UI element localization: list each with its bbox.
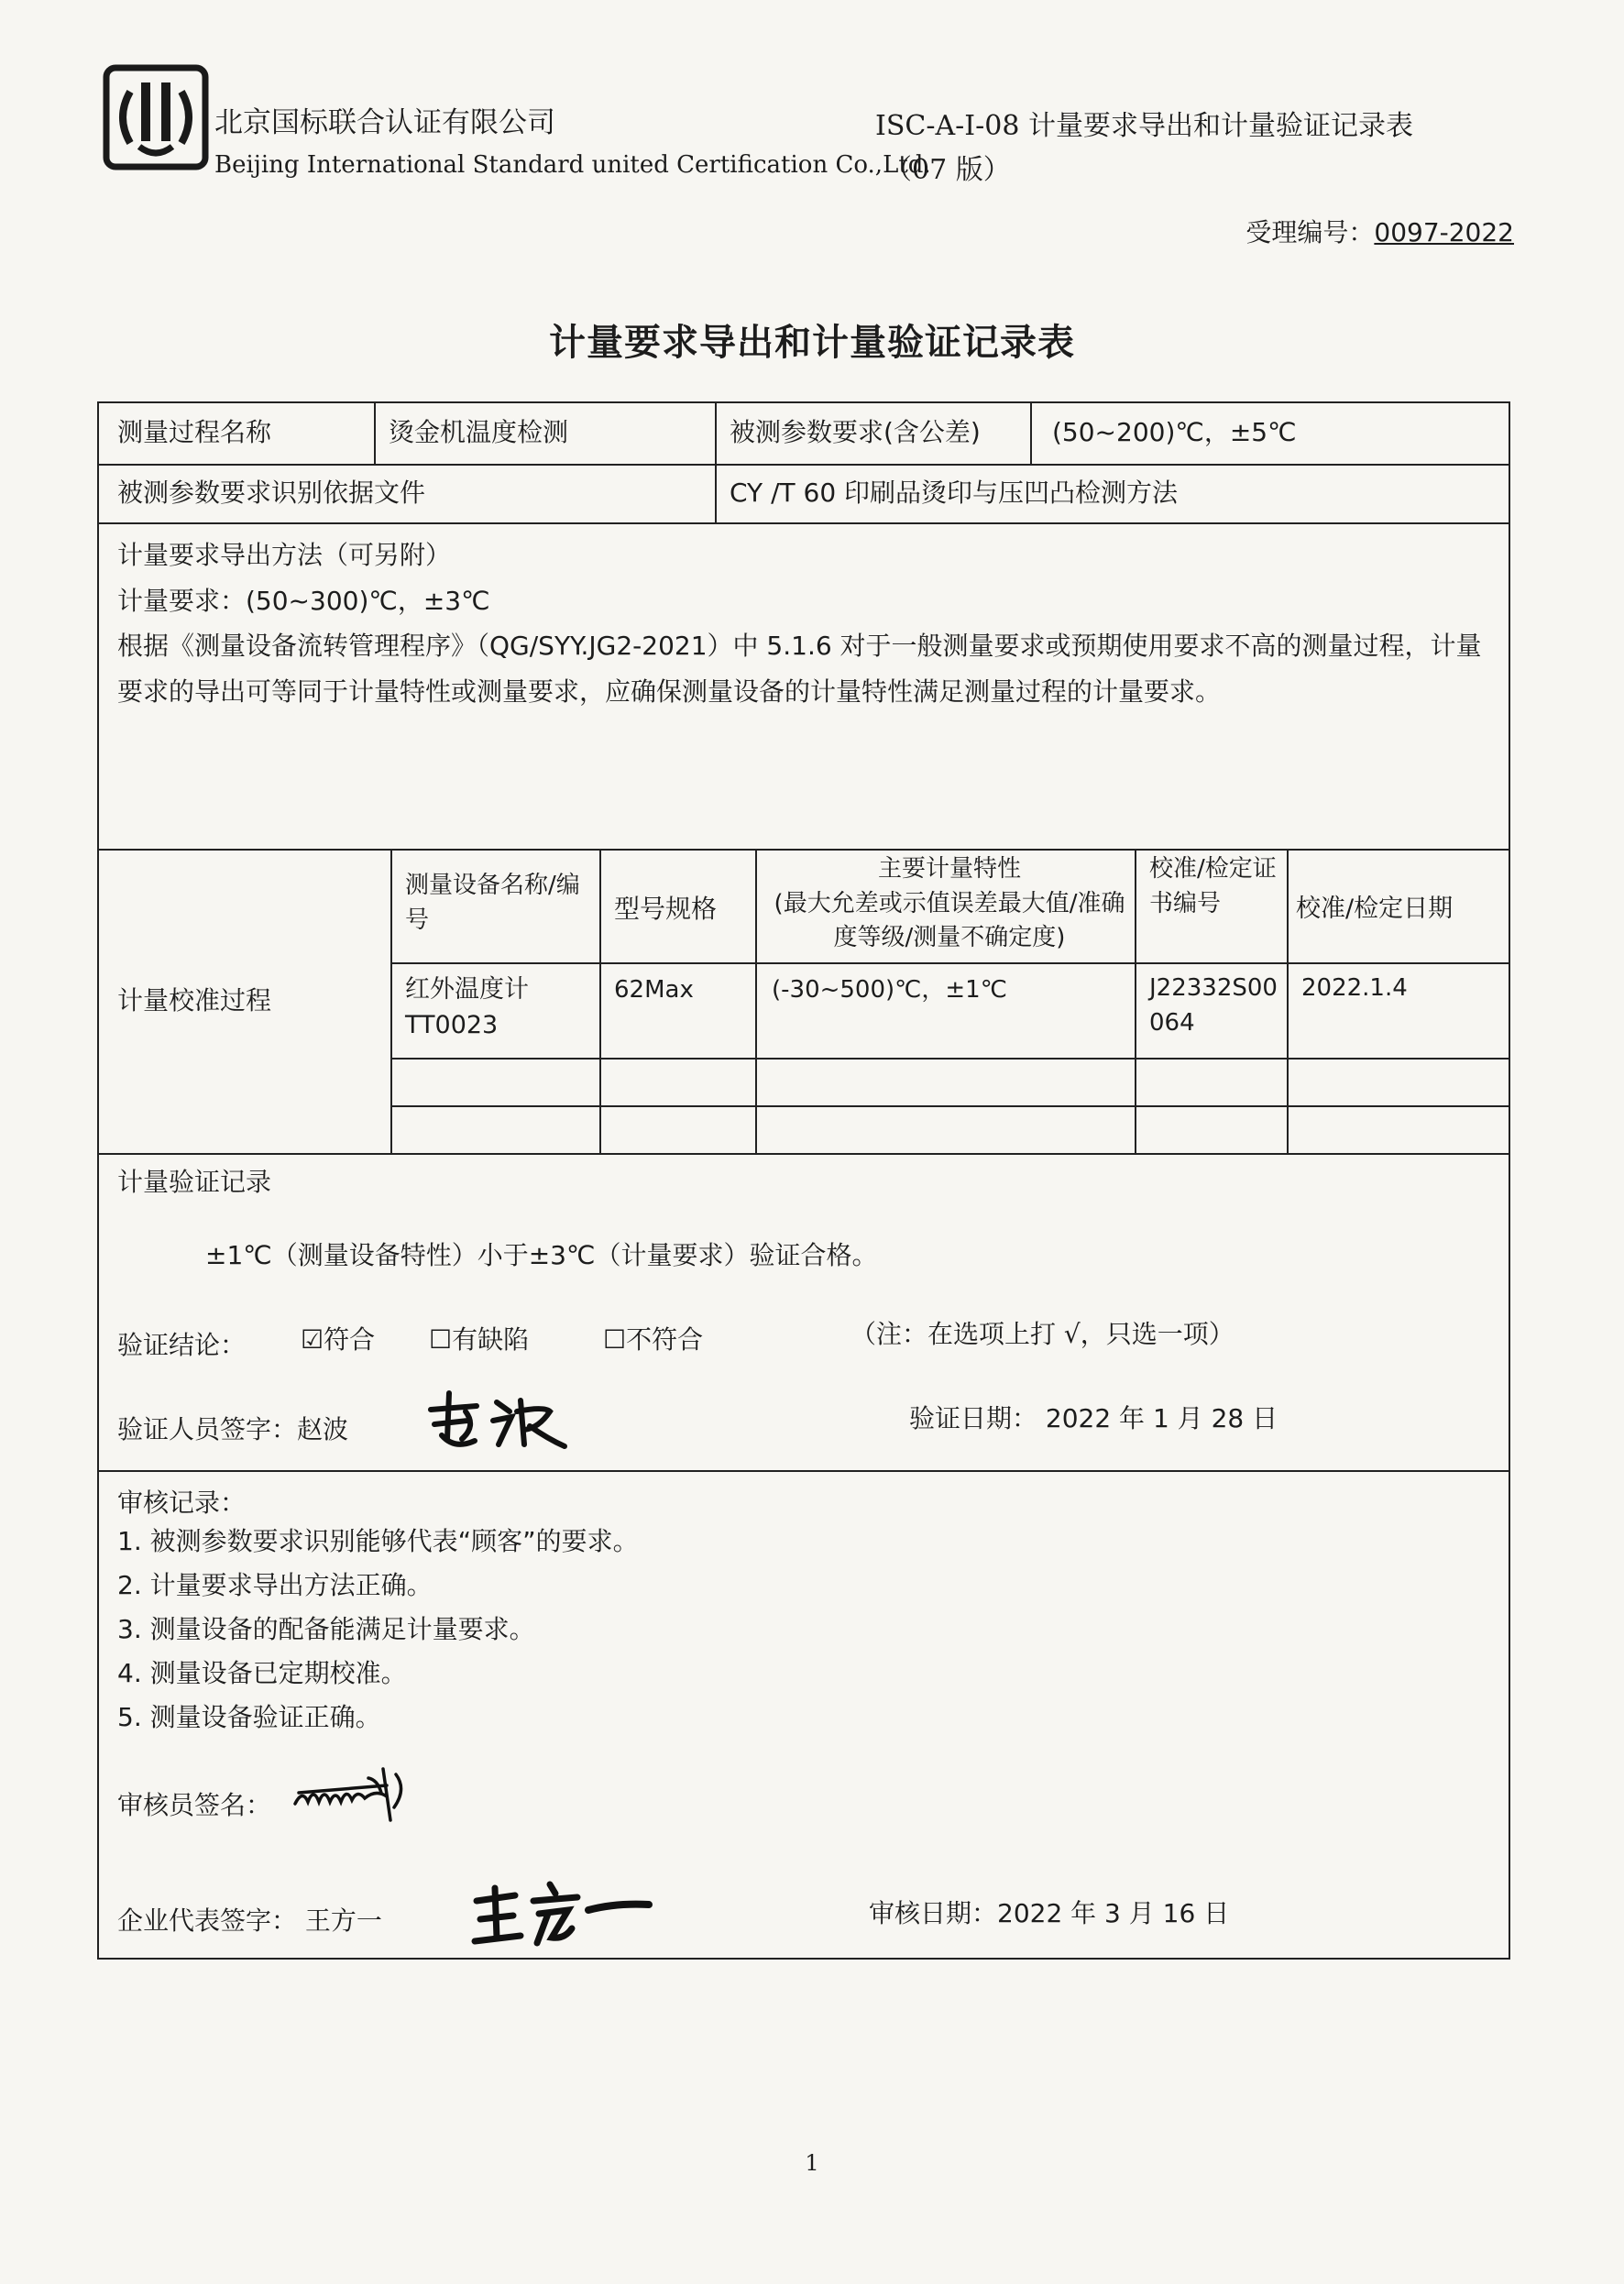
acceptance-number: [1245, 213, 1514, 249]
metrology-requirement: 计量要求：(50~300)℃，±3℃: [117, 586, 490, 616]
representative-signature: [469, 1873, 653, 1956]
model-cell: 62Max: [614, 976, 694, 1004]
form-code: ISC-A-I-08 计量要求导出和计量验证记录表: [875, 110, 1413, 142]
derivation-text: 根据《测量设备流转管理程序》（QG/SYY.JG2-2021）中 5.1.6 对于一般测量要求或预期使用要求不高的测量过程，计量要求的导出可等同于计量特性或测量要求，应确保测量设备的计量特性满足测量过程的计量要求。: [117, 631, 1482, 707]
col-header-certificate: 校准/检定证书编号: [1149, 855, 1277, 917]
review-item-1: 1. 被测参数要求识别能够代表“顾客”的要求。: [117, 1526, 639, 1556]
certificate-cell: J22332S00064: [1149, 974, 1278, 1037]
company-logo: [103, 64, 209, 170]
calibration-process-label: 计量校准过程: [117, 985, 272, 1016]
review-item-2: 2. 计量要求导出方法正确。: [117, 1570, 433, 1600]
record-form: [97, 401, 1510, 1960]
conclusion-label: 验证结论：: [117, 1330, 247, 1360]
verifier-label: 验证人员签字：赵波: [117, 1414, 349, 1444]
equipment-name-cell: 红外温度计TT0023: [405, 975, 529, 1040]
review-item-3: 3. 测量设备的配备能满足计量要求。: [117, 1614, 535, 1644]
process-name-value: 烫金机温度检测: [389, 417, 569, 447]
page-number: 1: [805, 2150, 819, 2176]
verification-text: ±1℃（测量设备特性）小于±3℃（计量要求）验证合格。: [205, 1240, 878, 1270]
col-header-characteristics: [772, 852, 1127, 956]
basis-document-label: 被测参数要求识别依据文件: [117, 478, 426, 508]
date-cell: 2022.1.4: [1301, 974, 1408, 1002]
process-name-label: 测量过程名称: [117, 417, 272, 447]
col-header-characteristics-detail: (最大允差或示值误差最大值/准确度等级/测量不确定度): [774, 889, 1125, 952]
verification-date: 验证日期： 2022 年 1 月 28 日: [909, 1403, 1278, 1433]
param-requirement-label: 被测参数要求(含公差): [730, 417, 981, 447]
option-defective: ☐有缺陷: [429, 1324, 530, 1355]
enterprise-rep-label: 企业代表签字： 王方一: [117, 1905, 382, 1936]
col-header-equipment: 测量设备名称/编号: [405, 872, 580, 934]
acceptance-label: 受理编号：: [1245, 217, 1375, 247]
basis-document-value: CY /T 60 印刷品烫印与压凹凸检测方法: [730, 478, 1179, 508]
auditor-signature: [291, 1762, 420, 1835]
company-name-en: Beijing International Standard united Certification Co.,Ltd.: [214, 151, 931, 179]
verifier-signature: [422, 1384, 577, 1457]
derivation-heading: 计量要求导出方法（可另附）: [117, 540, 452, 570]
col-header-characteristics-title: 主要计量特性: [877, 855, 1021, 883]
review-item-4: 4. 测量设备已定期校准。: [117, 1658, 407, 1688]
review-date: 审核日期：2022 年 3 月 16 日: [869, 1898, 1230, 1928]
option-nonconform: ☐不符合: [603, 1324, 704, 1355]
company-name-cn: 北京国标联合认证有限公司: [214, 106, 555, 139]
col-header-date: 校准/检定日期: [1296, 895, 1454, 923]
param-requirement-value: (50~200)℃，±5℃: [1052, 417, 1297, 447]
acceptance-value: 0097-2022: [1374, 217, 1514, 247]
document-title: 计量要求导出和计量验证记录表: [549, 322, 1075, 364]
auditor-label: 审核员签名：: [117, 1790, 272, 1820]
review-item-5: 5. 测量设备验证正确。: [117, 1702, 381, 1732]
form-version: （07 版）: [884, 154, 1011, 186]
option-conform: ☑符合: [301, 1324, 376, 1355]
col-header-model: 型号规格: [614, 894, 718, 924]
review-heading: 审核记录：: [117, 1488, 247, 1518]
conclusion-note: （注：在选项上打 √，只选一项）: [850, 1319, 1234, 1349]
characteristics-cell: (-30~500)℃，±1℃: [772, 976, 1007, 1004]
verification-heading: 计量验证记录: [117, 1167, 272, 1197]
